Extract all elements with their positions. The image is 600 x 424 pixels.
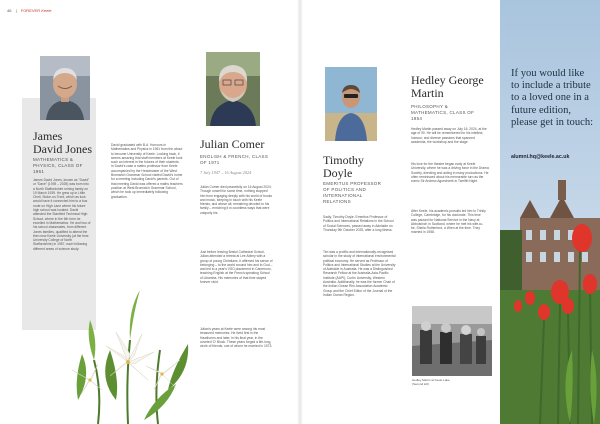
hedley-paragraph-3: After Keele, his academic pursuits led him to Trinity College, Cambridge, for his doctorate. This time was paused for National Service in the Navy at Abbotsinch in Scotland, where he met his wife-to-be, Sheila Rutherford, a Wren at the time. They married in 1958.: [411, 209, 486, 235]
hedley-paragraph-1: Hedley Martin passed away on July 16, 2024, at the age of 90. He will be remembered for his intellect, humour, and diverse passions that spanned academia, the workshop and the stage.: [411, 127, 487, 144]
timothy-paragraph-2: Tim was a prolific and internationally-recognised scholar in the study of international environmental political economy. He served as Professor of Politics and International Studies at the University of Adelaide in Australia. He was a Distinguished Research Fellow at the Australia-Asia-Pacific Institute (AAPI), Curtin University, Western Australia. Additionally, he was the former Chair of the Indian Ocean Rim Association Academic Group and the Chief Editor of the Journal of the Indian Ocean Region.: [323, 250, 396, 297]
timothy-paragraph-1: Sadly, Timothy Doyle, Emeritus Professor of Politics and International Relations in the School of Social Sciences, passed away in Adelaide on Thursday 9th October 2025, after a long illness.: [323, 215, 394, 232]
julian-paragraph-2: Just before leaving Bristol Cathedral School, Julian attended a retreat at Lee Abbey with a group of young Christians. It affirmed his sense of belonging – to the world around him and to God – and led to a year's VSO placement in Cameroon, teaching English at the French-speaking School of Libamba. His memories of that time stayed forever vivid.: [200, 250, 273, 285]
timothy-name: Timothy Doyle: [323, 153, 364, 180]
promo-text: If you would like to include a tribute to a loved one in a future edition, please get in touch:: [511, 68, 594, 128]
julian-paragraph-3: Julian's years at Keele were among his most treasured memories. He lived first in the Hawthorns and later, in his final year, in the coveted 'D' Block. These years forged a life-long circle of friends, one of whom he married in 1973.: [200, 327, 273, 349]
julian-subtitle: ENGLISH & FRENCH, CLASS OF 1971: [200, 154, 269, 165]
timothy-photo: [325, 67, 377, 141]
promo-email-link[interactable]: alumni.hq@keele.ac.uk: [511, 154, 570, 160]
james-portrait: [40, 56, 90, 120]
hedley-paragraph-2: His love for the theatre began early at Keele University, where he was a driving force in the Drama Society, directing and acting in many productions. He often reminisced about his memorable turn as the comic Sir Andrew Aguecheek in Twelfth Night.: [411, 162, 489, 184]
brand-name: FOREVER: [20, 8, 41, 13]
hedley-photo-caption: Hedley Martin at Keele Lake (Second left): [412, 378, 450, 386]
hedley-name: Hedley George Martin: [411, 73, 484, 100]
keele-hall-tulips-photo: [500, 0, 600, 424]
timothy-subtitle: EMERITUS PROFESSOR OF POLITICS AND INTERNATIONAL RELATIONS: [323, 181, 382, 204]
lily-flowers-illustration: [58, 280, 198, 424]
page-number-left: 46: [7, 8, 12, 13]
hedley-subtitle: PHILOSOPHY & MATHEMATICS, CLASS OF 1954: [411, 104, 475, 121]
page-gutter: [297, 0, 303, 424]
james-name: James David Jones: [33, 129, 92, 156]
james-subtitle: MATHEMATICS & PHYSICS, CLASS OF 1961: [33, 157, 83, 174]
left-header: 46 | FOREVER Keele: [7, 8, 52, 13]
julian-portrait: [206, 52, 260, 126]
hedley-photo: [412, 306, 492, 376]
julian-name: Julian Comer: [200, 137, 265, 151]
james-paragraph-1: James David Jones, known as "David" or "Dave" (1939 – 2025) was born into a North Staffordshire mining family on 19 March 1939. He grew up in Little Chell, Stoke-on-Trent, which as luck would have it connected him to a bus route on High Lane where his future high school was located. David attended the Stanfield Technical High School, where in the 6th form he excelled in Mathematics. He and two of his school classmates, from different Jones families, qualified to attend the then new Keele University (at the time University College of North Staffordshire) in 1957, each following different areas of science study.: [33, 178, 91, 251]
julian-paragraph-1: Julian Comer died peacefully on 16 August 2024. Though unwell for some time, nothing stopped him from engaging deeply with his world of books and music, keeping in touch with his Keele friends, and above all, remaining devoted to his family – enriching it in countless ways that were uniquely his.: [200, 185, 273, 215]
brand-tail: Keele: [41, 8, 52, 13]
julian-dates: 7 July 1947 – 16 August 2024: [200, 170, 252, 175]
james-paragraph-2: David graduated with B.A. Honours in Mathematics and Physics in 1961 from the about to become University of Keele. Looking back, it seems amazing that staff members at Keele took such an interest in the futures of their students. In David's case a maths professor from Keele accompanied by the Headmaster of the West Bromwich Grammar School visited David's home for a meeting including David's parents. Out of that meeting David was offered a maths teachers position at West Bromwich Grammar School, which he took up immediately following graduation.: [111, 143, 183, 199]
